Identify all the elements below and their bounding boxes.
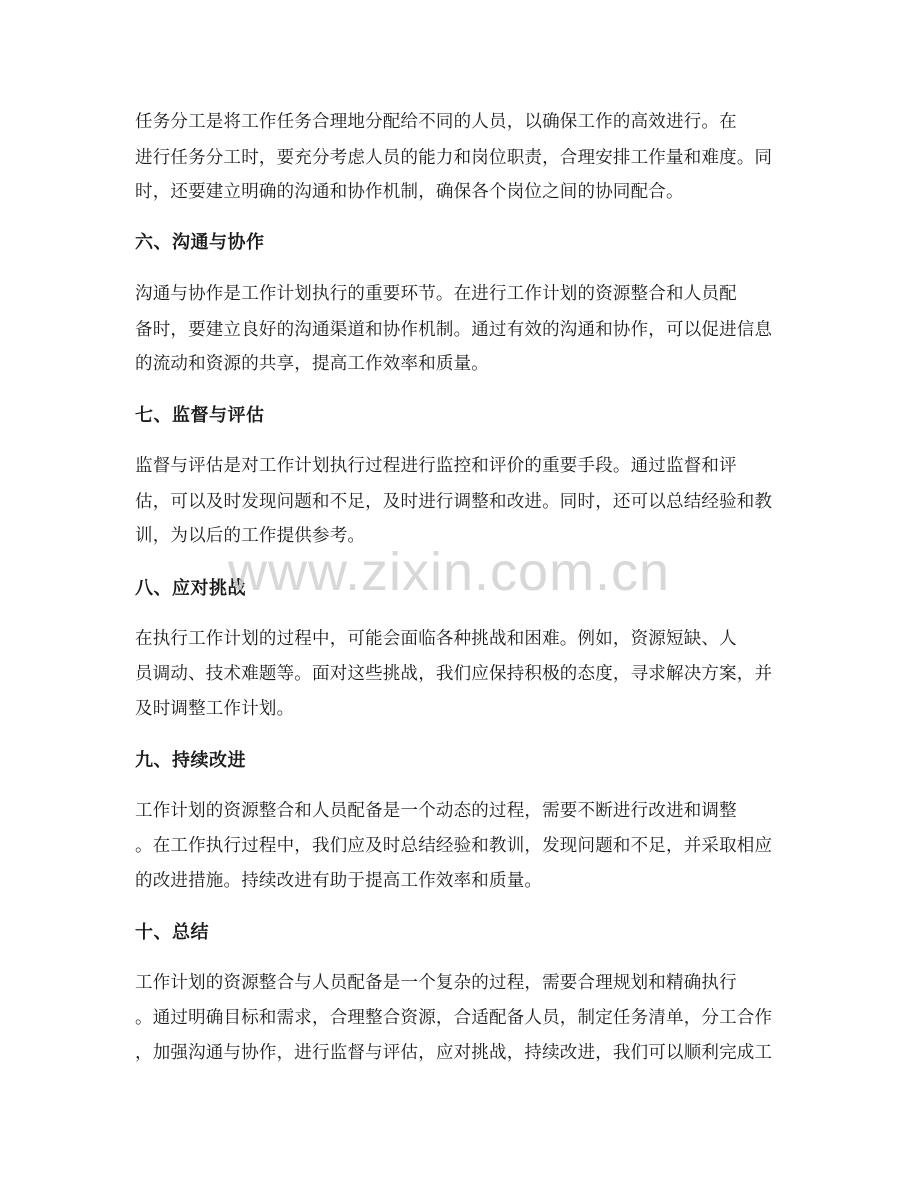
watermark-text: www.zixin.com.cn <box>228 542 671 602</box>
paragraph-line: 监督与评估是对工作计划执行过程进行监控和评价的重要手段。通过监督和评 <box>135 456 737 476</box>
section-heading-6: 六、沟通与协作 <box>135 232 265 253</box>
section-heading-9: 九、持续改进 <box>135 750 246 771</box>
section-heading-10: 十、总结 <box>135 922 209 943</box>
paragraph-line: 训，为以后的工作提供参考。 <box>135 526 366 546</box>
paragraph-line: 进行任务分工时，要充分考虑人员的能力和岗位职责，合理安排工作量和难度。同 <box>135 148 773 168</box>
paragraph-line: 沟通与协作是工作计划执行的重要环节。在进行工作计划的资源整合和人员配 <box>135 284 737 304</box>
paragraph-line: 任务分工是将工作任务合理地分配给不同的人员，以确保工作的高效进行。在 <box>135 112 737 132</box>
paragraph-line: 工作计划的资源整合和人员配备是一个动态的过程，需要不断进行改进和调整 <box>135 801 737 821</box>
paragraph-line: 。通过明确目标和需求，合理整合资源，合适配备人员，制定任务清单，分工合作 <box>135 1008 773 1028</box>
paragraph-line: 时，还要建立明确的沟通和协作机制，确保各个岗位之间的协同配合。 <box>135 182 684 202</box>
paragraph-line: 在执行工作计划的过程中，可能会面临各种挑战和困难。例如，资源短缺、人 <box>135 629 737 649</box>
paragraph-line: 的改进措施。持续改进有助于提高工作效率和质量。 <box>135 871 543 891</box>
paragraph-line: 工作计划的资源整合与人员配备是一个复杂的过程，需要合理规划和精确执行 <box>135 973 737 993</box>
section-heading-8: 八、应对挑战 <box>135 578 246 599</box>
paragraph-line: 及时调整工作计划。 <box>135 699 295 719</box>
section-heading-7: 七、监督与评估 <box>135 405 265 426</box>
paragraph-line: 的流动和资源的共享，提高工作效率和质量。 <box>135 354 489 374</box>
paragraph-line: ，加强沟通与协作，进行监督与评估，应对挑战，持续改进，我们可以顺利完成工 <box>135 1043 773 1063</box>
paragraph-line: 。在工作执行过程中，我们应及时总结经验和教训，发现问题和不足，并采取相应 <box>135 836 773 856</box>
paragraph-line: 员调动、技术难题等。面对这些挑战，我们应保持积极的态度，寻求解决方案，并 <box>135 664 773 684</box>
paragraph-line: 估，可以及时发现问题和不足，及时进行调整和改进。同时，还可以总结经验和教 <box>135 492 773 512</box>
paragraph-line: 备时，要建立良好的沟通渠道和协作机制。通过有效的沟通和协作，可以促进信息 <box>135 320 773 340</box>
